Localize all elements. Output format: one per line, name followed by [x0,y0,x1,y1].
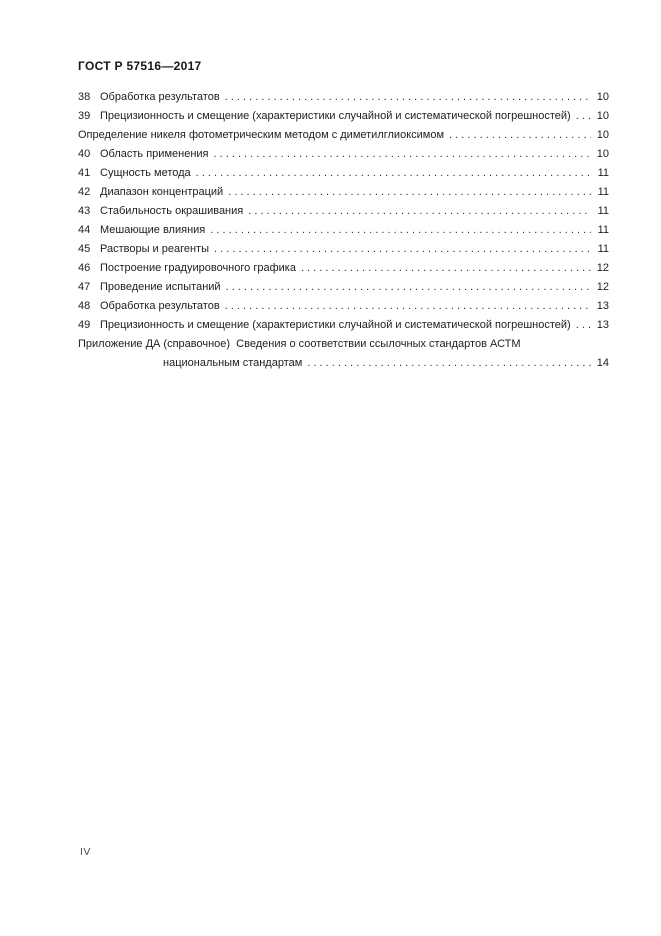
toc-entry [78,145,609,164]
entry-page-number: 11 [597,186,609,198]
entry-title: национальным стандартам [163,357,303,369]
dot-leader [196,164,591,183]
entry-page-number: 10 [596,148,609,160]
entry-number: 46 [78,262,91,274]
entry-page-number: 13 [596,300,609,312]
toc-entry [78,259,609,278]
entry-title: Растворы и реагенты [100,243,210,255]
entry-page-number: 11 [597,205,609,217]
entry-number: 40 [78,148,91,160]
toc-entry [78,297,609,316]
dot-leader [214,145,592,164]
dot-leader [576,107,591,126]
toc-entry [78,107,609,126]
entry-title: Построение градуировочного графика [100,262,296,274]
entry-page-number: 10 [596,91,609,103]
entry-title: Обработка результатов [100,300,220,312]
entry-title: Прецизионность и смещение (характеристики случайной и систематической погрешностей) [100,319,571,331]
page-number-roman: IV [80,846,91,858]
entry-number: 42 [78,186,91,198]
entry-title: Диапазон концентраций [100,186,224,198]
toc-entry-appendix-line2 [78,354,609,373]
toc-entry [78,164,609,183]
dot-leader [214,240,591,259]
toc-entry-section-heading [78,126,609,145]
entry-page-number: 10 [596,110,609,122]
entry-number: 45 [78,243,91,255]
dot-leader [248,202,591,221]
toc-entry [78,202,609,221]
dot-leader [228,183,591,202]
entry-title: Проведение испытаний [100,281,221,293]
dot-leader [225,88,591,107]
toc-entry [78,88,609,107]
document-code-header: ГОСТ Р 57516—2017 [78,59,202,73]
dot-leader [576,316,591,335]
entry-title: Обработка результатов [100,91,220,103]
dot-leader [210,221,591,240]
toc-entry-appendix-line1 [78,335,609,354]
entry-page-number: 10 [596,129,609,141]
entry-page-number: 11 [597,243,609,255]
entry-page-number: 12 [596,281,609,293]
toc-entry [78,278,609,297]
entry-number: 38 [78,91,91,103]
entry-title: Стабильность окрашивания [100,205,244,217]
dot-leader [226,278,591,297]
dot-leader [449,126,591,145]
entry-number: 41 [78,167,91,179]
toc-entry [78,221,609,240]
entry-title: Область применения [100,148,209,160]
dot-leader [225,297,591,316]
entry-number: 44 [78,224,91,236]
toc-entry [78,240,609,259]
entry-page-number: 11 [597,224,609,236]
entry-title: Мешающие влияния [100,224,206,236]
entry-title: Приложение ДА (справочное) Сведения о соответствии ссылочных стандартов АСТМ [78,338,521,350]
dot-leader [307,354,591,373]
entry-page-number: 11 [597,167,609,179]
dot-leader [301,259,591,278]
entry-title: Сущность метода [100,167,191,179]
entry-number: 39 [78,110,91,122]
entry-number: 47 [78,281,91,293]
toc-entry [78,183,609,202]
entry-number: 43 [78,205,91,217]
entry-number: 49 [78,319,91,331]
entry-page-number: 14 [596,357,609,369]
entry-number: 48 [78,300,91,312]
entry-title: Прецизионность и смещение (характеристики случайной и систематической погрешностей) [100,110,571,122]
toc-entry [78,316,609,335]
entry-page-number: 13 [596,319,609,331]
entry-page-number: 12 [596,262,609,274]
entry-title: Определение никеля фотометрическим методом с диметилглиоксимом [78,129,445,141]
table-of-contents [78,88,609,373]
